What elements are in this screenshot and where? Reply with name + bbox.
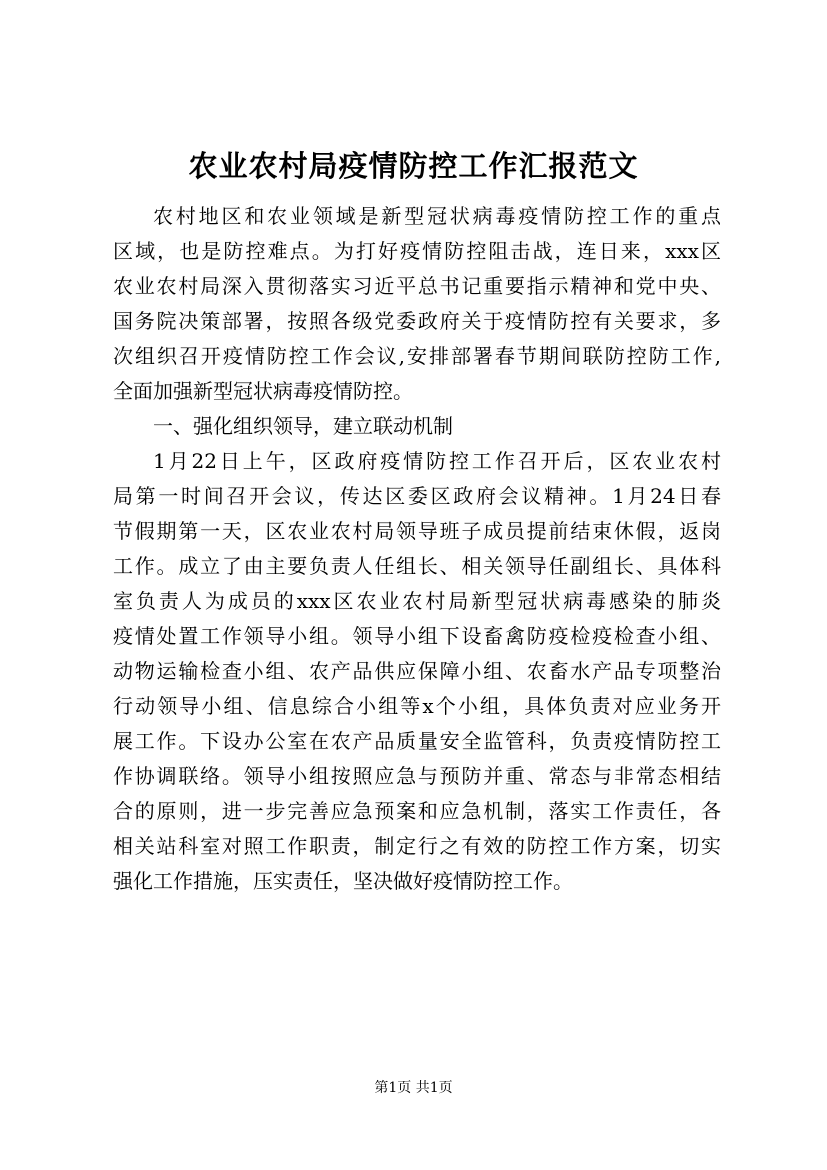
body-line: 全面加强新型冠状病毒疫情防控。 [113, 379, 413, 403]
body-line: 室负责人为成员的xxx区农业农村局新型冠状病毒感染的肺炎 [113, 589, 721, 613]
body-line: 次组织召开疫情防控工作会议,安排部署春节期间联防控防工作, [113, 344, 721, 368]
body-line: 强化工作措施，压实责任，坚决做好疫情防控工作。 [113, 869, 573, 893]
body-line: 局第一时间召开会议，传达区委区政府会议精神。1月24日春 [113, 484, 721, 508]
body-line: 行动领导小组、信息综合小组等x个小组，具体负责对应业务开 [113, 694, 721, 718]
body-line: 动物运输检查小组、农产品供应保障小组、农畜水产品专项整治 [113, 659, 721, 683]
section-heading: 一、强化组织领导，建立联动机制 [153, 414, 453, 438]
body-line: 国务院决策部署，按照各级党委政府关于疫情防控有关要求，多 [113, 309, 721, 333]
body-line: 合的原则，进一步完善应急预案和应急机制，落实工作责任，各 [113, 799, 721, 823]
page-footer: 第1页 共1页 [374, 1080, 453, 1096]
body-line: 展工作。下设办公室在农产品质量安全监管科，负责疫情防控工 [113, 729, 721, 753]
body-line: 农业农村局深入贯彻落实习近平总书记重要指示精神和党中央、 [113, 274, 721, 298]
body-line: 疫情处置工作领导小组。领导小组下设畜禽防疫检疫检查小组、 [113, 624, 721, 648]
body-line: 工作。成立了由主要负责人任组长、相关领导任副组长、具体科 [113, 554, 721, 578]
body-line: 区域，也是防控难点。为打好疫情防控阻击战，连日来，xxx区 [113, 239, 721, 263]
body-line: 作协调联络。领导小组按照应急与预防并重、常态与非常态相结 [113, 764, 721, 788]
document-body [113, 199, 721, 899]
body-line: 节假期第一天，区农业农村局领导班子成员提前结束休假，返岗 [113, 519, 721, 543]
body-line: 农村地区和农业领域是新型冠状病毒疫情防控工作的重点 [153, 204, 721, 228]
body-line: 相关站科室对照工作职责，制定行之有效的防控工作方案，切实 [113, 834, 721, 858]
document-title: 农业农村局疫情防控工作汇报范文 [188, 149, 639, 183]
body-line: 1月22日上午，区政府疫情防控工作召开后，区农业农村 [153, 449, 721, 473]
